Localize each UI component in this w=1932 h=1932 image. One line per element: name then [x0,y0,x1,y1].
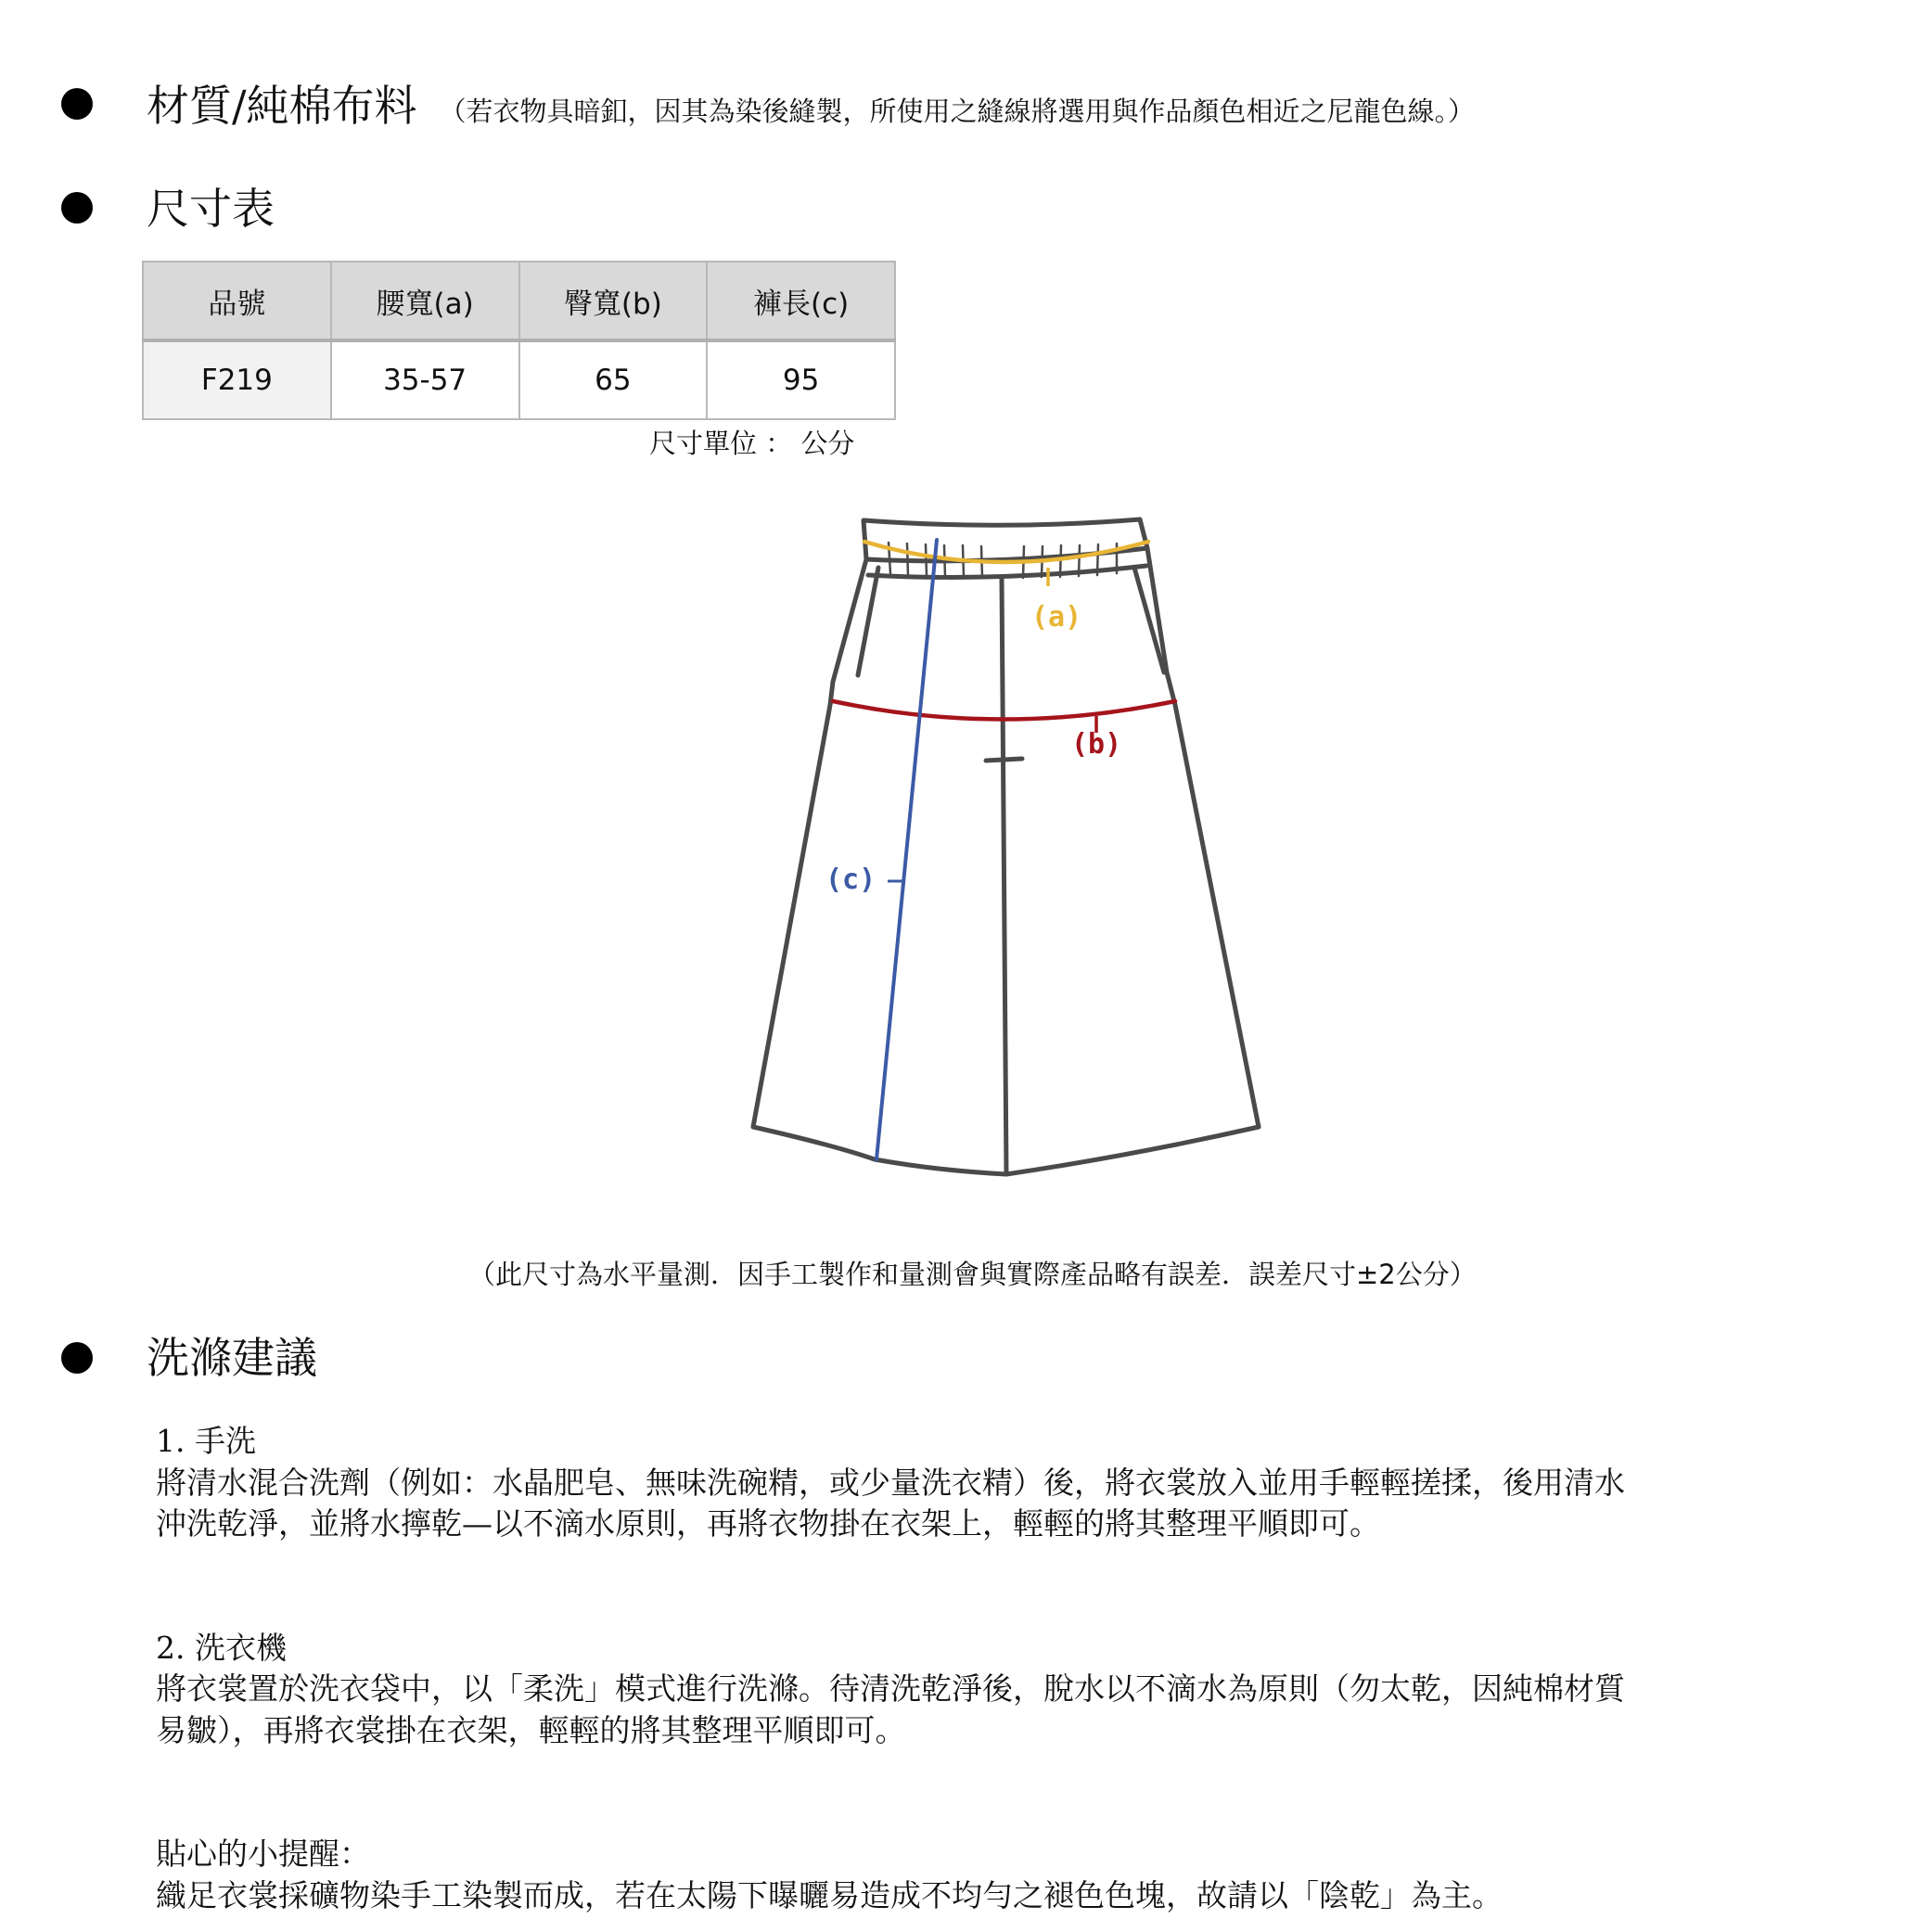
table-cell: 95 [707,340,895,419]
size-unit: 尺寸單位 ： 公分 [649,428,855,459]
center-seam [1002,580,1006,1174]
tip-line: 織足衣裳採礦物染手工染製而成，若在太陽下曝曬易造成不均勻之褪色色塊，故請以「陰乾」為主。 [156,1876,1503,1913]
waistband-outline [864,519,1147,561]
measure-line-c [876,540,937,1159]
machine-wash-line: 易皺），再將衣裳掛在衣架，輕輕的將其整理平順即可。 [156,1711,906,1748]
table-row [143,340,895,419]
table-cell: F219 [143,340,331,419]
material-note: （若衣物具暗釦，因其為染後縫製，所使用之縫線將選用與作品顏色相近之尼龍色線。） [439,96,1476,127]
bullet-icon [61,192,93,224]
waistband-lower-edge [868,566,1146,577]
table-header-cell: 臀寬(b) [519,262,708,340]
care-title: 洗滌建議 [147,1333,317,1383]
measure-label-b: (b) [1071,728,1122,761]
crotch-mark [986,759,1022,761]
machine-wash-title: 2. 洗衣機 [156,1629,287,1666]
hand-wash-title: 1. 手洗 [156,1423,256,1459]
left-outline [753,559,866,1127]
right-outline [1147,548,1259,1127]
skirt-pants-diagram [733,505,1280,1192]
machine-wash-line: 將衣裳置於洗衣袋中，以「柔洗」模式進行洗滌。待清洗乾淨後，脫水以不滴水為原則（勿太乾，因純棉材質 [156,1670,1625,1707]
care-instructions [156,1421,1825,1916]
size-chart-title: 尺寸表 [147,184,275,234]
size-table [142,261,896,420]
table-header-cell: 褲長(c) [707,262,895,340]
measurement-caption: （此尺寸為水平量測．因手工製作和量測會與實際產品略有誤差．誤差尺寸±2公分） [468,1259,1477,1290]
hand-wash-line: 將清水混合洗劑（例如：水晶肥皂、無味洗碗精，或少量洗衣精）後，將衣裳放入並用手輕輕搓揉，後用清水 [156,1464,1625,1501]
material-title: 材質/純棉布料 [147,81,417,131]
table-header-cell: 腰寬(a) [331,262,519,340]
tip-title: 貼心的小提醒： [156,1836,370,1872]
hand-wash-line: 沖洗乾淨，並將水擰乾—以不滴水原則，再將衣物掛在衣架上，輕輕的將其整理平順即可。 [156,1505,1380,1542]
table-header-cell: 品號 [143,262,331,340]
table-cell: 65 [519,340,708,419]
material-heading [147,78,1475,139]
bullet-icon [61,88,93,120]
table-header-row [143,262,895,340]
measure-label-c: (c) [825,864,876,896]
bullet-icon [61,1342,93,1374]
measure-label-a: (a) [1031,601,1082,633]
table-cell: 35-57 [331,340,519,419]
